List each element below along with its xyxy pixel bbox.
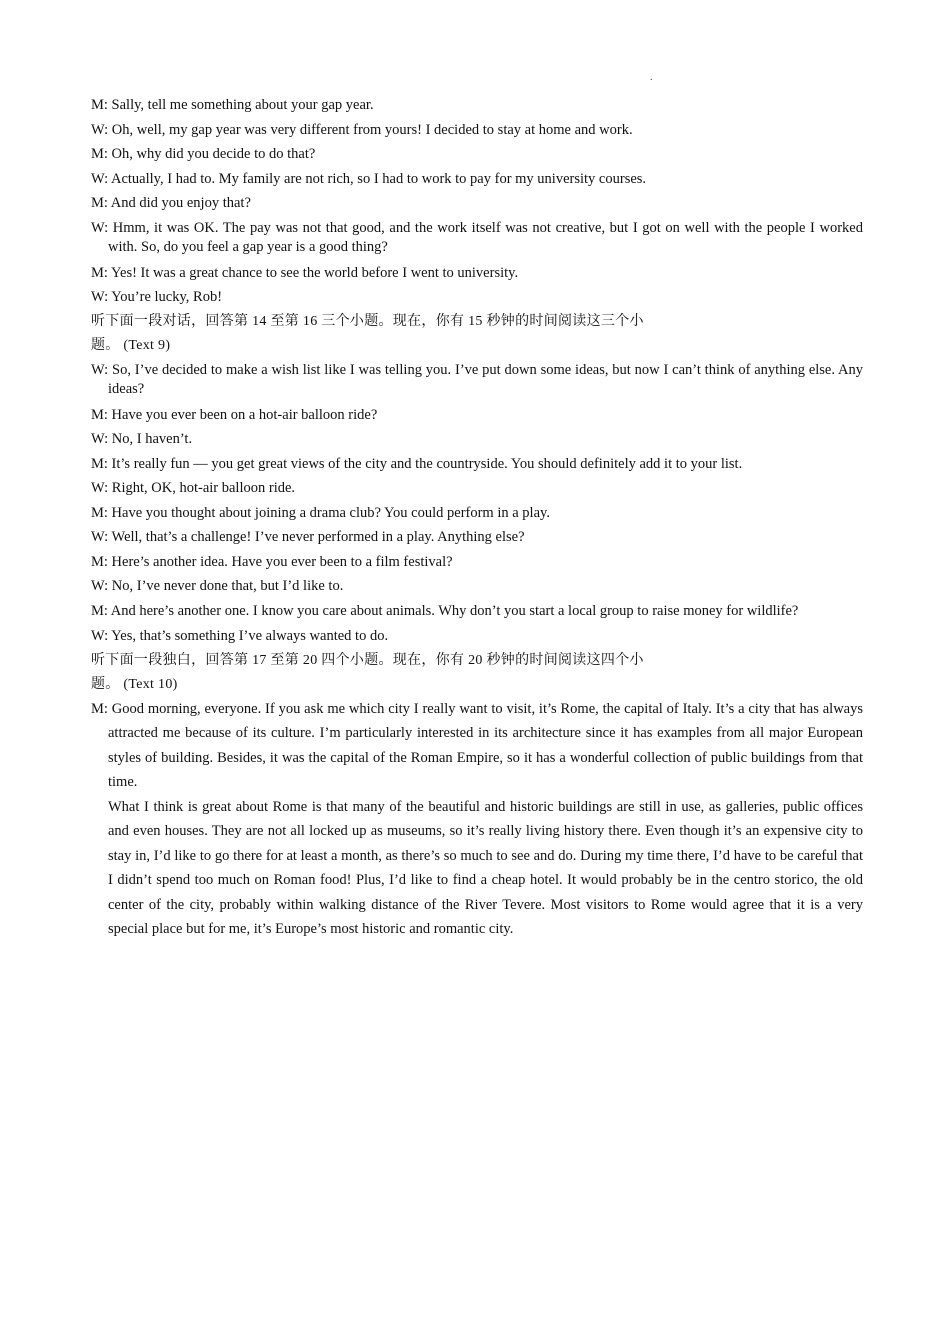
transcript-page bbox=[91, 93, 863, 942]
section-instruction-cont: 题。 (Text 9) bbox=[91, 337, 171, 353]
section-instruction: 听下面一段独白，回答第 17 至第 20 四个小题。现在，你有 20 秒钟的时间阅读这四个小 bbox=[91, 652, 644, 668]
dialog-line: M: Oh, why did you decide to do that? bbox=[91, 146, 316, 162]
dialog-line: W: No, I haven’t. bbox=[91, 431, 193, 447]
dialog-line: M: Yes! It was a great chance to see the world before I went to university. bbox=[91, 264, 519, 281]
dialog-line: W: Oh, well, my gap year was very different from yours! I decided to stay at home and work. bbox=[91, 121, 633, 138]
dialog-line: W: Well, that’s a challenge! I’ve never performed in a play. Anything else? bbox=[91, 529, 525, 545]
dialog-line: W: Yes, that’s something I’ve always wanted to do. bbox=[91, 628, 389, 644]
dialog-line: W: Actually, I had to. My family are not rich, so I had to work to pay for my university courses. bbox=[91, 170, 647, 187]
dialog-line: M: Sally, tell me something about your gap year. bbox=[91, 97, 374, 113]
dialog-line: W: Hmm, it was OK. The pay was not that good, and the work itself was not creative, but I got on well with the people I worked with. So, do you feel a gap year is a good thing? bbox=[91, 219, 863, 255]
section-instruction: 听下面一段对话，回答第 14 至第 16 三个小题。现在，你有 15 秒钟的时间阅读这三个小 bbox=[91, 313, 644, 329]
dialog-line: M: Have you thought about joining a drama club? You could perform in a play. bbox=[91, 504, 550, 521]
monologue-paragraph: What I think is great about Rome is that many of the beautiful and historic buildings are still in use, as galleries, public offices and even houses. They are not all locked up as museums, so it’s really living history there. Even though it’s an expensive city to stay in, I’d like to go there for at least a month, as there’s so much to see and do. During my time there, I’d have to be careful that I didn’t spend too much on Roman food! Plus, I’d like to find a cheap hotel. It would probably be in the centro storico, the old center of the city, probably within walking distance of the River Tevere. Most visitors to Rome would agree that it is a very special place but for me, it’s Europe’s most historic and romantic city. bbox=[108, 798, 863, 937]
dialog-line: M: And did you enjoy that? bbox=[91, 195, 251, 211]
dialog-line: W: Right, OK, hot-air balloon ride. bbox=[91, 480, 296, 496]
monologue-paragraph: M: Good morning, everyone. If you ask me which city I really want to visit, it’s Rome, the capital of Italy. It’s a city that has always attracted me because of its culture. I’m particularly interested in its architecture since it has examples from all major European styles of building. Besides, it was the capital of the Roman Empire, so it has a wonderful collection of public buildings from that time. bbox=[91, 700, 863, 790]
dialog-line: W: You’re lucky, Rob! bbox=[91, 289, 223, 305]
dialog-line: M: And here’s another one. I know you care about animals. Why don’t you start a local group to raise money for wildlife? bbox=[91, 602, 799, 619]
page-mark: . bbox=[650, 72, 653, 83]
dialog-line: M: Here’s another idea. Have you ever been to a film festival? bbox=[91, 553, 453, 570]
dialog-line: M: It’s really fun — you get great views of the city and the countryside. You should definitely add it to your list. bbox=[91, 455, 743, 472]
dialog-line: M: Have you ever been on a hot-air balloon ride? bbox=[91, 406, 378, 423]
section-instruction-cont: 题。 (Text 10) bbox=[91, 676, 178, 692]
dialog-line: W: No, I’ve never done that, but I’d like to. bbox=[91, 578, 344, 594]
dialog-line: W: So, I’ve decided to make a wish list like I was telling you. I’ve put down some ideas, but now I can’t think of anything else. Any ideas? bbox=[91, 361, 863, 397]
